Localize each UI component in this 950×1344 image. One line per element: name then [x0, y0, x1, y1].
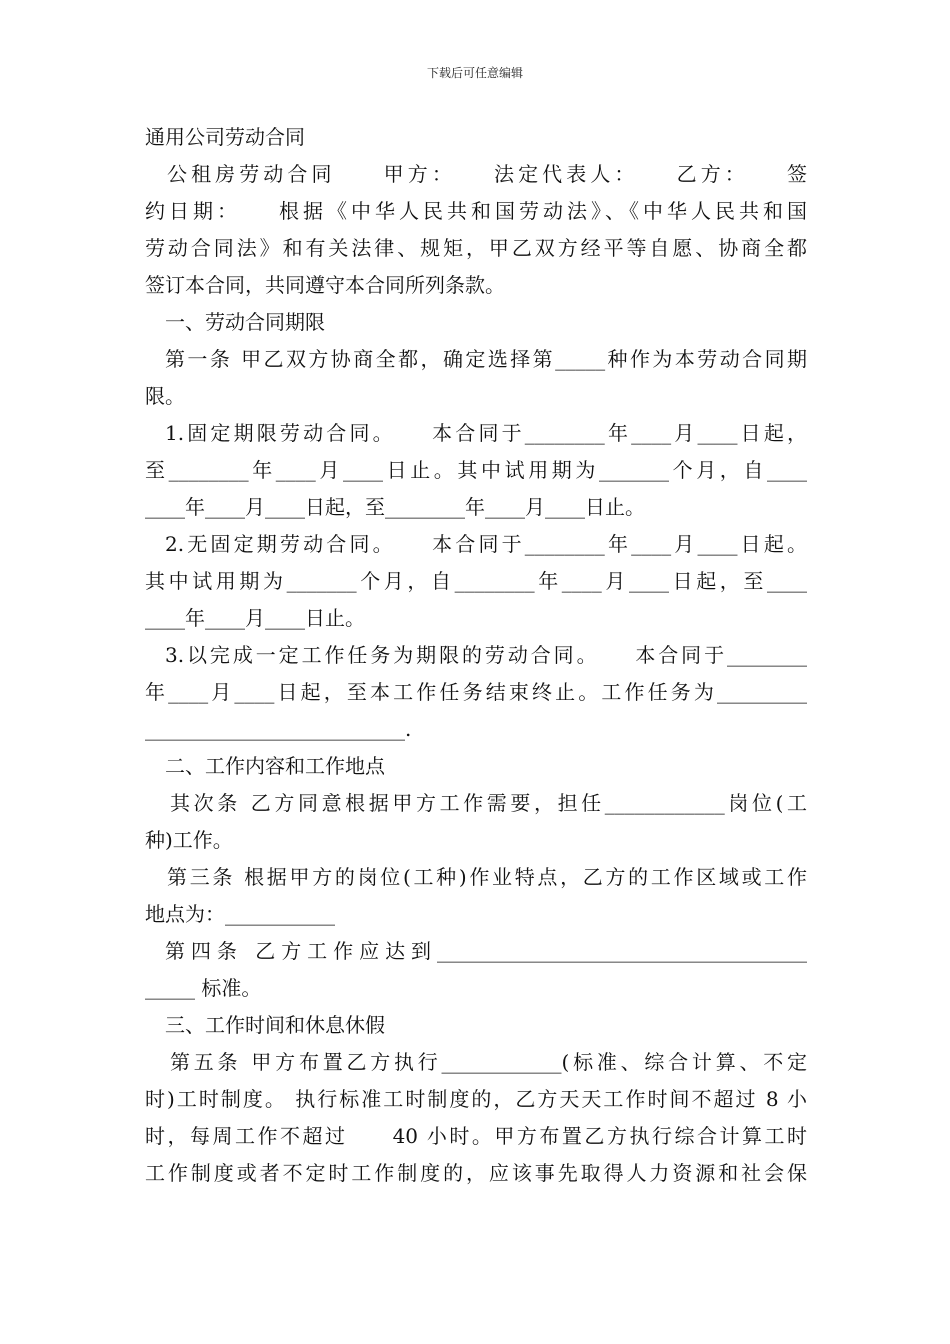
text-line: 约日期： 根据《中华人民共和国劳动法》、《中华人民共和国	[145, 199, 807, 223]
text-line: 其次条 乙方同意根据甲方工作需要，担任____________岗位(工	[170, 791, 807, 815]
text-line: 时)工时制度。 执行标准工时制度的，乙方天天工作时间不超过 8 小	[145, 1087, 807, 1111]
text-line: 二、工作内容和工作地点	[165, 754, 385, 778]
text-line: 第四条 乙方工作应达到_____________________________________	[165, 939, 807, 963]
text-line: 第五条 甲方布置乙方执行____________(标准、综合计算、不定	[170, 1050, 807, 1074]
text-line: 2.无固定期劳动合同。 本合同于________年____月____日起。	[165, 532, 807, 556]
text-line: ____年____月____日止。	[145, 606, 365, 630]
contract-body	[145, 119, 807, 1192]
text-line: 第一条 甲乙双方协商全都，确定选择第_____种作为本劳动合同期	[165, 347, 807, 371]
text-line: 至________年____月____日止。其中试用期为_______个月，自____	[145, 458, 807, 482]
text-line: 地点为：___________	[145, 902, 335, 926]
document-title: 通用公司劳动合同	[145, 125, 305, 149]
text-line: 公租房劳动合同 甲方： 法定代表人： 乙方： 签	[167, 162, 807, 186]
text-line: 限。	[145, 384, 185, 408]
text-line: ____年____月____日起，至________年____月____日止。	[145, 495, 645, 519]
text-line: 年____月____日起，至本工作任务结束终止。工作任务为_________	[145, 680, 807, 704]
text-line: 1.固定期限劳动合同。 本合同于________年____月____日起，	[165, 421, 807, 445]
text-line: __________________________.	[145, 717, 412, 741]
text-line: 劳动合同法》和有关法律、规矩，甲乙双方经平等自愿、协商全都	[145, 236, 807, 260]
text-line: 时，每周工作不超过 40 小时。甲方布置乙方执行综合计算工时	[145, 1124, 807, 1148]
text-line: 签订本合同，共同遵守本合同所列条款。	[145, 273, 505, 297]
text-line: 3.以完成一定工作任务为期限的劳动合同。 本合同于________	[165, 643, 807, 667]
text-line: 三、工作时间和休息休假	[165, 1013, 385, 1037]
text-line: 其中试用期为_______个月，自________年____月____日起，至____	[145, 569, 807, 593]
text-line: 一、劳动合同期限	[165, 310, 325, 334]
text-line: 工作制度或者不定时工作制度的，应该事先取得人力资源和社会保	[145, 1161, 807, 1185]
text-line: 种)工作。	[145, 828, 233, 852]
text-line: 第三条 根据甲方的岗位(工种)作业特点，乙方的工作区域或工作	[167, 865, 807, 889]
page-header-note: 下载后可任意编辑	[426, 66, 523, 80]
text-line: _____ 标准。	[145, 976, 262, 1000]
